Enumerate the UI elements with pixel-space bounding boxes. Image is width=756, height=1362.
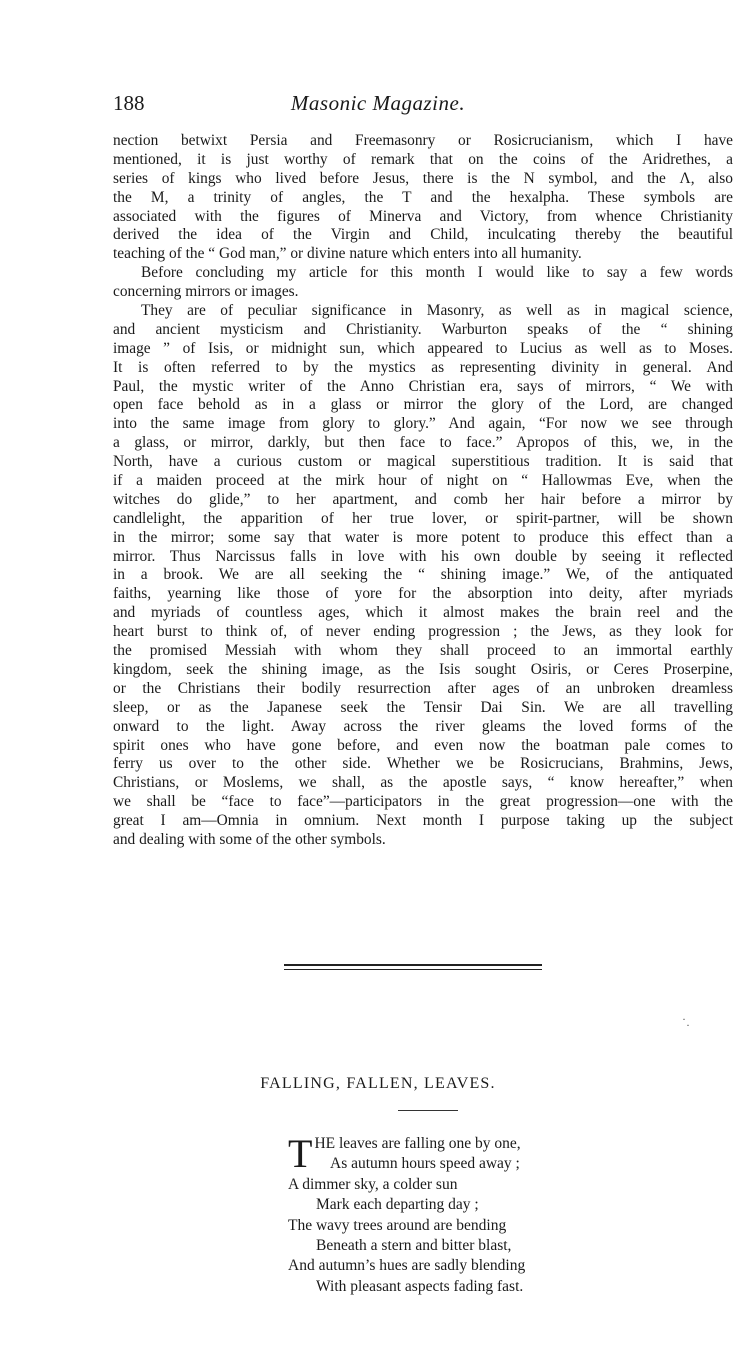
text-line: a glass, or mirror, darkly, but then face to face.” Apropos of this, we, in the bbox=[113, 434, 733, 452]
poem-line: Mark each departing day ; bbox=[316, 1196, 479, 1214]
running-title: Masonic Magazine. bbox=[290, 91, 466, 115]
text-line: derived the idea of the Virgin and Child, inculcating thereby the beautiful bbox=[113, 226, 733, 244]
text-line: in a brook. We are all seeking the “ shining image.” We, of the antiquated bbox=[113, 566, 733, 584]
text-line: North, have a curious custom or magical superstitious tradition. It is said that bbox=[113, 453, 733, 471]
text-line: Before concluding my article for this month I would like to say a few words bbox=[141, 264, 733, 282]
text-line: teaching of the “ God man,” or divine nature which enters into all humanity. bbox=[113, 245, 582, 263]
poem-line: With pleasant aspects fading fast. bbox=[316, 1277, 524, 1295]
text-line: It is often referred to by the mystics as representing divinity in general. And bbox=[113, 358, 733, 376]
text-line: spirit ones who have gone before, and even now the boatman pale comes to bbox=[113, 736, 733, 754]
poem-line: As autumn hours speed away ; bbox=[330, 1155, 520, 1173]
page-header bbox=[0, 91, 756, 121]
text-line: mirror. Thus Narcissus falls in love with his own double by seeing it reflected bbox=[113, 547, 733, 565]
text-line: kingdom, seek the shining image, as the Isis sought Osiris, or Ceres Proserpine, bbox=[113, 660, 733, 678]
text-line: we shall be “face to face”—participators in the great progression—one with the bbox=[113, 793, 733, 811]
text-line: the M, a trinity of angles, the T and the hexalpha. These symbols are bbox=[113, 188, 733, 206]
text-line: open face behold as in a glass or mirror the glory of the Lord, are changed bbox=[113, 396, 733, 414]
title-rule bbox=[398, 1110, 458, 1111]
text-line: mentioned, it is just worthy of remark that on the coins of the Aridrethes, a bbox=[113, 150, 733, 168]
drop-cap: T bbox=[288, 1131, 313, 1176]
text-line: concerning mirrors or images. bbox=[113, 283, 299, 301]
text-line: the promised Messiah with whom they shall proceed to an immortal earthly bbox=[113, 642, 733, 660]
text-line: heart burst to think of, of never ending progression ; the Jews, as they look for bbox=[113, 623, 733, 641]
print-speck: · bbox=[686, 1018, 690, 1032]
text-line: series of kings who lived before Jesus, there is the N symbol, and the Λ, also bbox=[113, 169, 733, 187]
text-line: faiths, yearning like those of yore for the absorption into deity, after myriads bbox=[113, 585, 733, 603]
text-line: and ancient mysticism and Christianity. Warburton speaks of the “ shining bbox=[113, 320, 733, 338]
poem-line: And autumn’s hues are sadly blending bbox=[288, 1257, 526, 1275]
poem bbox=[288, 1131, 618, 1297]
text-line: They are of peculiar significance in Masonry, as well as in magical science, bbox=[141, 302, 733, 320]
text-line: or the Christians their bodily resurrection after ages of an unbroken dreamless bbox=[113, 679, 733, 697]
page-number: 188 bbox=[113, 91, 145, 115]
text-line: image ” of Isis, or midnight sun, which appeared to Lucius as well as to Moses. bbox=[113, 339, 733, 357]
text-line: witches do glide,” to her apartment, and comb her hair before a mirror by bbox=[113, 490, 733, 508]
text-line: ferry us over to the other side. Whether we be Rosicrucians, Brahmins, Jews, bbox=[113, 755, 733, 773]
print-speck: · bbox=[682, 1012, 686, 1026]
text-line: into the same image from glory to glory.” And again, “For now we see through bbox=[113, 415, 733, 433]
text-line: and dealing with some of the other symbols. bbox=[113, 830, 386, 848]
divider-rule-thick bbox=[284, 964, 542, 966]
text-line: if a maiden proceed at the mirk hour of night on “ Hallowmas Eve, when the bbox=[113, 472, 733, 490]
poem-line: The wavy trees around are bending bbox=[288, 1216, 507, 1234]
text-line: nection betwixt Persia and Freemasonry or Rosicrucianism, which I have bbox=[113, 132, 733, 149]
divider-rule-thin bbox=[284, 969, 542, 970]
text-line: in the mirror; some say that water is more potent to produce this effect than a bbox=[113, 528, 733, 546]
text-line: and myriads of countless ages, which it almost makes the brain reel and the bbox=[113, 604, 733, 622]
poem-line: A dimmer sky, a colder sun bbox=[288, 1175, 458, 1193]
article-text bbox=[113, 132, 733, 850]
text-line: sleep, or as the Japanese seek the Tensir Dai Sin. We are all travelling bbox=[113, 698, 733, 716]
section-divider bbox=[284, 964, 542, 970]
poem-line: HE leaves are falling one by one, bbox=[314, 1135, 521, 1152]
text-line: associated with the figures of Minerva and Victory, from whence Christianity bbox=[113, 207, 733, 225]
text-line: Paul, the mystic writer of the Anno Christian era, says of mirrors, “ We with bbox=[113, 377, 733, 395]
poem-line: Beneath a stern and bitter blast, bbox=[316, 1236, 512, 1254]
text-line: great I am—Omnia in omnium. Next month I purpose taking up the subject bbox=[113, 812, 733, 830]
text-line: onward to the light. Away across the river gleams the loved forms of the bbox=[113, 717, 733, 735]
poem-title: FALLING, FALLEN, LEAVES. bbox=[260, 1075, 496, 1092]
text-line: Christians, or Moslems, we shall, as the apostle says, “ know hereafter,” when bbox=[113, 774, 733, 792]
text-line: candlelight, the apparition of her true lover, or spirit-partner, will be shown bbox=[113, 509, 733, 527]
